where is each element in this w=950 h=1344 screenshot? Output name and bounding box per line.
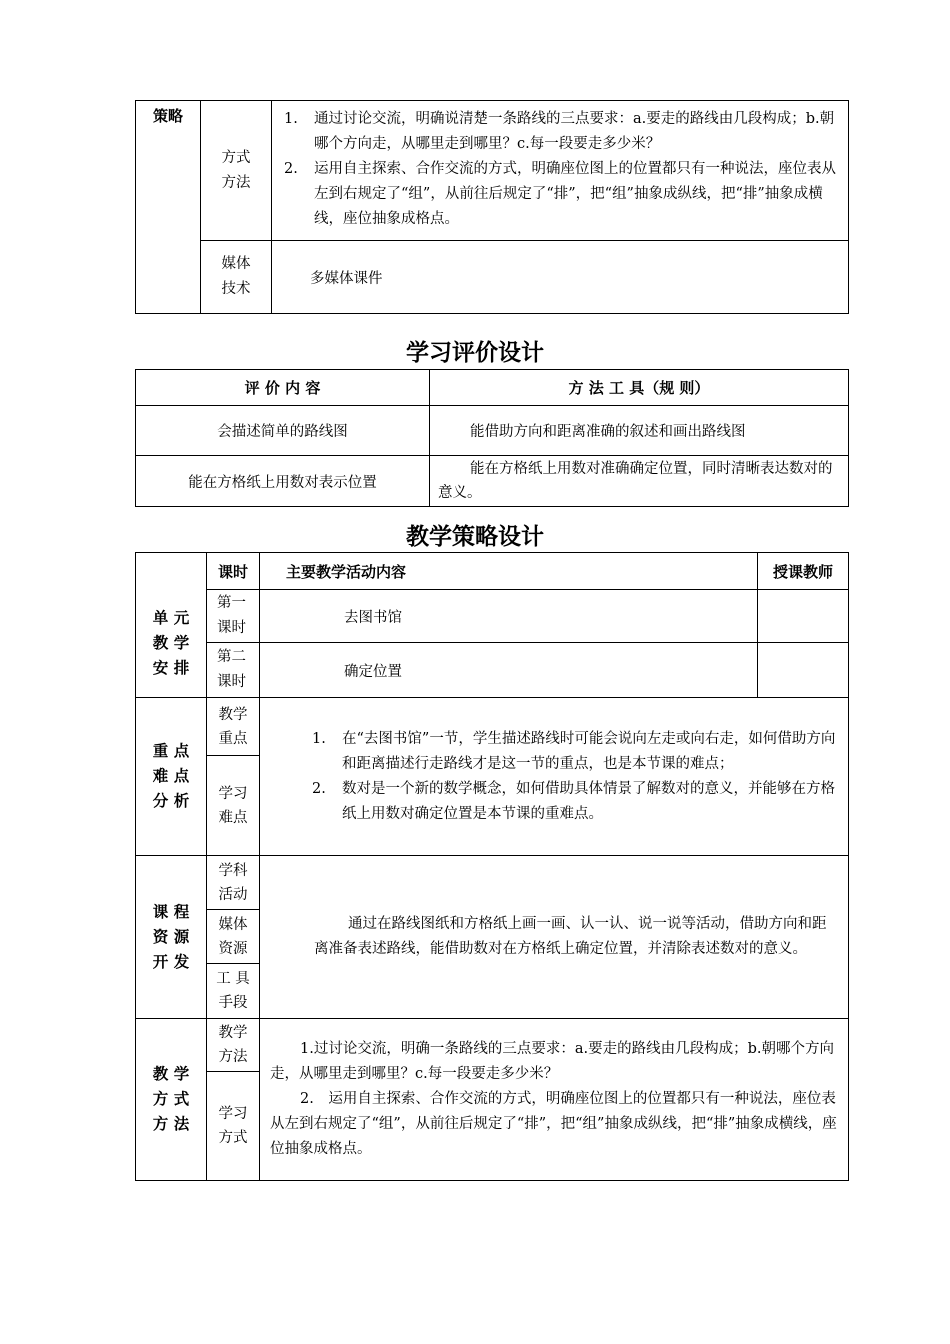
eval-header-method: 方 法 工 具（规 则） <box>430 370 849 406</box>
method-label: 方式 方法 <box>201 101 272 241</box>
eval-header-content: 评 价 内 容 <box>136 370 430 406</box>
eval-row-content: 会描述简单的路线图 <box>136 406 430 456</box>
teacher-cell <box>758 590 849 643</box>
focus-sub-label: 学习 难点 <box>207 756 260 856</box>
header-period: 课时 <box>207 553 260 590</box>
header-teacher: 授课教师 <box>758 553 849 590</box>
activity-cell: 确定位置 <box>260 643 758 698</box>
methods-content: 1.过讨论交流，明确一条路线的三点要求：a.要走的路线由几段构成；b.朝哪个方向走，从哪里走到哪里？c.每一段要走多少米？ 2. 运用自主探索、合作交流的方式，明确座位图上的位置都只有一种说法，座位表从左到右规定了“组”，从前往后规定了“排”，把“组”抽象成纵线，把“排”抽象成横线，座位抽象成格点。 <box>260 1019 849 1181</box>
teaching-title: 教学策略设计 <box>406 524 544 550</box>
resources-sub-label: 媒体 资源 <box>207 910 260 964</box>
evaluation-table <box>135 369 849 507</box>
evaluation-title: 学习评价设计 <box>406 340 544 366</box>
methods-sub-label: 学习 方式 <box>207 1072 260 1181</box>
strategy-side-label: 策略 <box>136 101 201 314</box>
eval-row-method: 能借助方向和距离准确的叙述和画出路线图 <box>430 406 849 456</box>
unit-label: 单 元 教 学 安 排 <box>136 590 207 698</box>
teaching-table <box>135 552 849 1181</box>
period-cell: 第一 课时 <box>207 590 260 643</box>
list-item: 2. 数对是一个新的数学概念，如何借助具体情景了解数对的意义，并能够在方格纸上用数对确定位置是本节课的重难点。 <box>312 780 835 822</box>
list-item: 1. 通过讨论交流，明确说清楚一条路线的三点要求：a.要走的路线由几段构成；b.朝哪个方向走，从哪里走到哪里？c.每一段要走多少米？ <box>284 111 835 152</box>
methods-sub-label: 教学 方法 <box>207 1019 260 1072</box>
list-item: 2. 运用自主探索、合作交流的方式，明确座位图上的位置都只有一种说法，座位表从左到右规定了“组”，从前往后规定了“排”，把“组”抽象成纵线，把“排”抽象成横线，座位抽象成格点。 <box>284 161 836 227</box>
media-content: 多媒体课件 <box>272 241 849 314</box>
media-label: 媒体 技术 <box>201 241 272 314</box>
eval-row-content: 能在方格纸上用数对表示位置 <box>136 456 430 507</box>
resources-label: 课 程 资 源 开 发 <box>136 856 207 1019</box>
strategy-table <box>135 100 849 314</box>
eval-row-method: 能在方格纸上用数对准确确定位置，同时清晰表达数对的意义。 <box>430 456 849 507</box>
focus-content <box>260 698 849 856</box>
list-item: 1. 在“去图书馆”一节，学生描述路线时可能会说向左走或向右走，如何借助方向和距离描述行走路线才是这一节的重点，也是本节课的难点； <box>312 730 836 772</box>
methods-label: 教 学 方 式 方 法 <box>136 1019 207 1181</box>
resources-sub-label: 工 具 手段 <box>207 964 260 1019</box>
activity-cell: 去图书馆 <box>260 590 758 643</box>
focus-sub-label: 教学 重点 <box>207 698 260 756</box>
teacher-cell <box>758 643 849 698</box>
period-cell: 第二 课时 <box>207 643 260 698</box>
focus-label: 重 点 难 点 分 析 <box>136 698 207 856</box>
resources-content: 通过在路线图纸和方格纸上画一画、认一认、说一说等活动，借助方向和距离准备表述路线，能借助数对在方格纸上确定位置，并清除表述数对的意义。 <box>260 856 849 1019</box>
header-activity: 主要教学活动内容 <box>260 553 758 590</box>
header-blank <box>136 553 207 590</box>
method-content <box>272 101 849 241</box>
resources-sub-label: 学科 活动 <box>207 856 260 910</box>
